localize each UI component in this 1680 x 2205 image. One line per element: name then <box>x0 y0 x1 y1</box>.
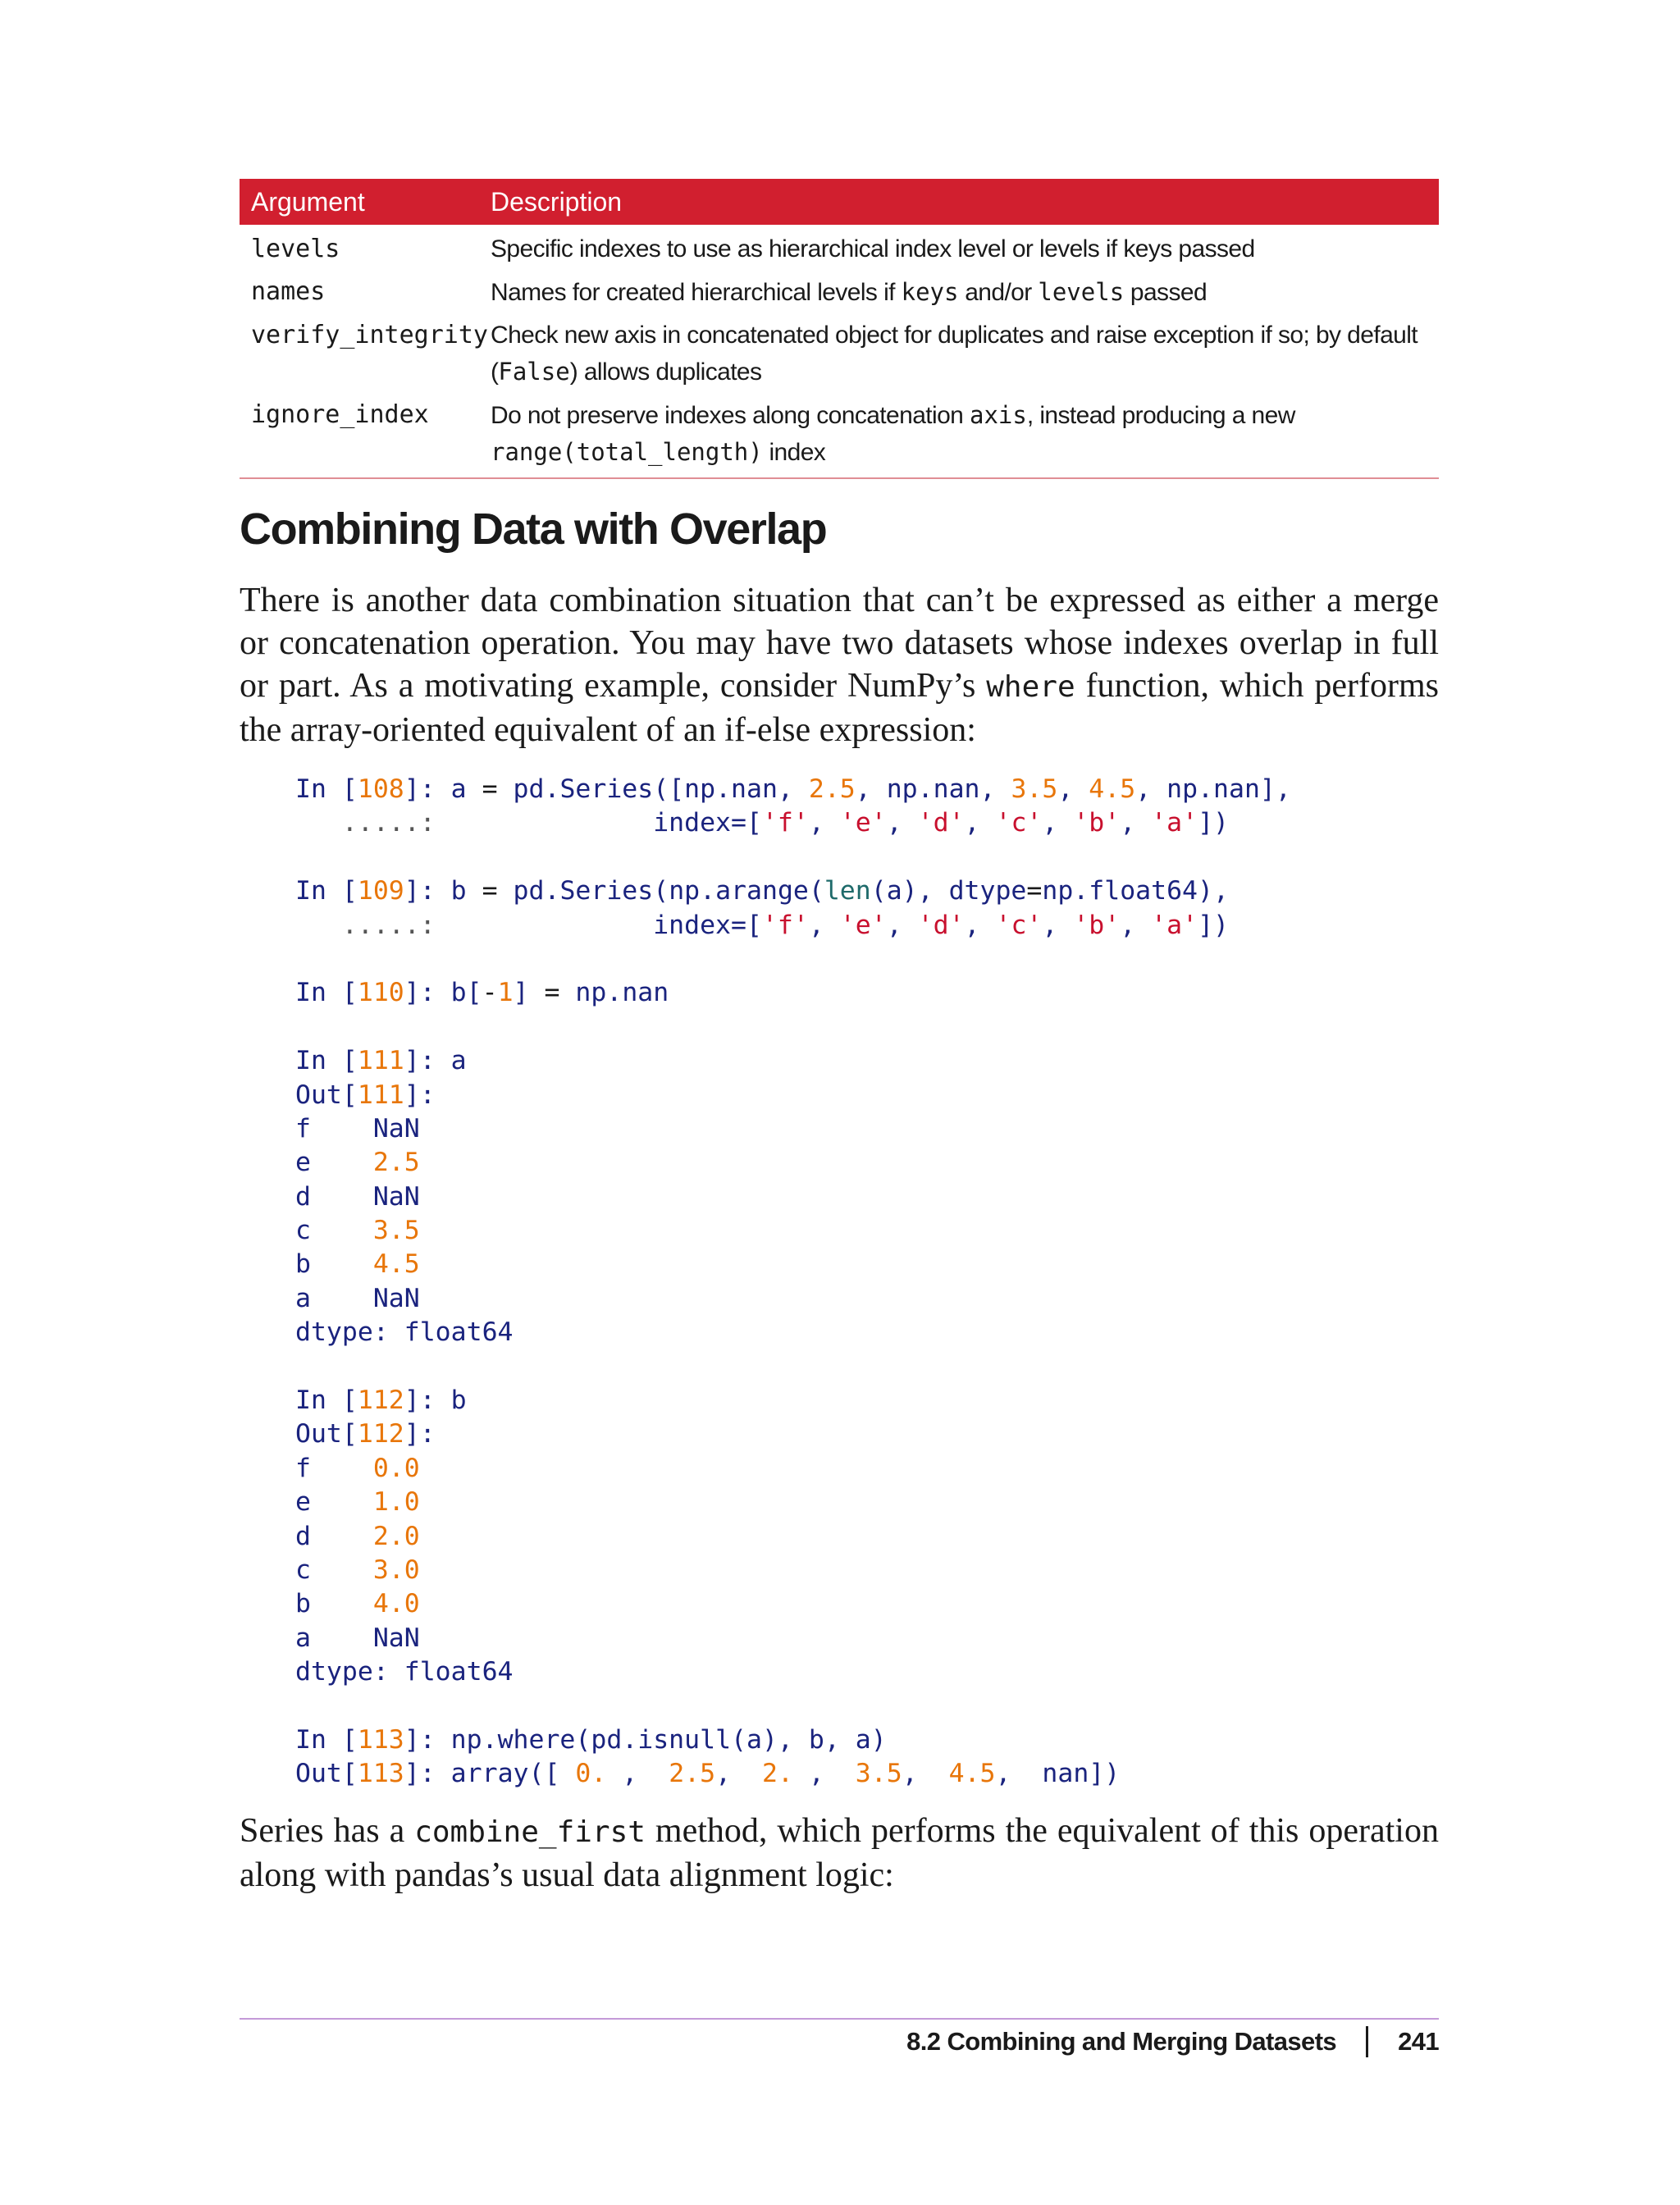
code-token: , <box>715 1759 762 1789</box>
footer-section-title: 8.2 Combining and Merging Datasets <box>906 2027 1337 2056</box>
code-token: , <box>808 808 840 838</box>
paragraph-text: method, which performs the equivalent of this operation along with pandas’s usual data alignment logic: <box>240 1812 1439 1894</box>
footer-separator <box>1366 2026 1368 2057</box>
paragraph-text: function, which performs the array-oriented equivalent of an if-else expression: <box>240 667 1439 749</box>
table-row <box>240 390 1439 471</box>
code-line <box>295 1011 1291 1044</box>
argument-description <box>491 397 1439 471</box>
table-row <box>240 225 1439 267</box>
code-token: array([ <box>450 1759 576 1789</box>
paragraph-code: combine_first <box>414 1815 646 1849</box>
code-line <box>295 1044 1291 1078</box>
code-line <box>295 1554 1291 1587</box>
code-line <box>295 1690 1291 1723</box>
code-token: 'e' <box>839 910 887 940</box>
footer-rule <box>240 2018 1439 2020</box>
paragraph-code: where <box>986 670 1075 704</box>
code-line <box>295 1587 1291 1621</box>
code-token: In [ <box>295 876 358 906</box>
code-token: , <box>964 808 996 838</box>
code-token: 4.0 <box>372 1589 420 1619</box>
code-token: b <box>450 1386 467 1416</box>
code-token: 2.5 <box>372 1148 420 1178</box>
code-token: 'b' <box>1073 808 1121 838</box>
code-line <box>295 943 1291 976</box>
description-text: and/or <box>958 279 1039 306</box>
page-number: 241 <box>1398 2027 1439 2056</box>
code-token: , np.nan, <box>855 774 1011 804</box>
argument-name: verify_integrity <box>251 321 488 349</box>
code-token: , <box>792 1759 856 1789</box>
code-token: ]: <box>404 1724 451 1755</box>
description-text: Names for created hierarchical levels if <box>491 279 902 306</box>
code-token: NaN <box>372 1623 420 1653</box>
code-token: , <box>886 808 918 838</box>
intro-paragraph <box>240 579 1439 751</box>
code-token: Out[ <box>295 1080 358 1110</box>
code-token: index=[ <box>653 808 762 838</box>
code-token: , <box>606 1759 669 1789</box>
code-token: 111 <box>357 1046 404 1076</box>
code-token: , <box>902 1759 949 1789</box>
code-token: ]: <box>404 1759 451 1789</box>
argument-description <box>491 317 1439 390</box>
argument-name: ignore_index <box>251 400 429 429</box>
page-footer <box>906 2026 1439 2057</box>
code-token: NaN <box>372 1181 420 1212</box>
code-token: 112 <box>357 1386 404 1416</box>
code-token: ]) <box>1198 808 1230 838</box>
code-token: NaN <box>372 1113 420 1144</box>
table-header <box>240 179 1439 225</box>
code-token: index=[ <box>653 910 762 940</box>
code-token: Out[ <box>295 1759 358 1789</box>
code-token: 112 <box>357 1419 404 1449</box>
code-line <box>295 976 1291 1010</box>
description-text: index <box>762 439 826 466</box>
code-token: , <box>964 910 996 940</box>
code-token: b <box>450 876 482 906</box>
code-token: np.nan <box>575 978 669 1008</box>
code-line <box>295 1350 1291 1384</box>
description-text: ) allows duplicates <box>569 358 762 386</box>
code-token: In [ <box>295 1386 358 1416</box>
code-line <box>295 1146 1291 1180</box>
code-token: c <box>295 1216 373 1246</box>
code-token: f <box>295 1453 373 1483</box>
code-token: ]) <box>1198 910 1230 940</box>
code-line <box>295 1520 1291 1554</box>
argument-description <box>491 231 1439 267</box>
code-token: 1.0 <box>372 1487 420 1518</box>
code-token: ]: <box>404 1046 451 1076</box>
code-line <box>295 1282 1291 1316</box>
code-token: ] <box>513 978 545 1008</box>
code-line <box>295 1316 1291 1349</box>
header-description: Description <box>491 186 623 217</box>
code-token: b <box>295 1249 373 1280</box>
code-token: 'd' <box>917 808 965 838</box>
description-code: False <box>498 358 570 386</box>
code-token: Out[ <box>295 1419 358 1449</box>
combine-first-paragraph <box>240 1810 1439 1897</box>
code-token: ]: <box>404 978 451 1008</box>
code-token: 109 <box>357 876 404 906</box>
code-token: 113 <box>357 1759 404 1789</box>
code-line <box>295 1452 1291 1486</box>
code-token: 'e' <box>839 808 887 838</box>
code-token: - <box>482 978 498 1008</box>
code-token: , np.nan], <box>1135 774 1291 804</box>
code-token: np.float64), <box>1042 876 1229 906</box>
paragraph-text: There is another data combination situation that can’t be expressed as either a merge or concatenation operation. You may have two datasets whose indexes overlap in full or part. As a motivating example, consider NumPy’s <box>240 582 1439 705</box>
code-token: a <box>295 1283 373 1313</box>
code-token: 113 <box>357 1724 404 1755</box>
code-token: 2.0 <box>372 1521 420 1551</box>
code-token: ]: <box>404 1080 436 1110</box>
argument-description <box>491 274 1439 311</box>
argument-name: names <box>251 277 326 306</box>
header-argument: Argument <box>251 186 365 217</box>
code-token: f <box>295 1113 373 1144</box>
code-line <box>295 1622 1291 1655</box>
code-line <box>295 806 1291 840</box>
code-line <box>295 1248 1291 1281</box>
table-bottom-rule <box>240 477 1439 479</box>
code-token: = <box>482 774 514 804</box>
code-token: 'a' <box>1151 808 1198 838</box>
code-token: b[ <box>450 978 482 1008</box>
code-line <box>295 773 1291 806</box>
code-token: ]: <box>404 1386 451 1416</box>
code-token: In [ <box>295 774 358 804</box>
code-token: ]: <box>404 876 451 906</box>
code-token: In [ <box>295 1724 358 1755</box>
code-token: 3.0 <box>372 1554 420 1585</box>
table-body <box>240 225 1439 471</box>
code-token: d <box>295 1181 373 1212</box>
code-token: dtype: float64 <box>295 1317 514 1348</box>
code-token: 'b' <box>1073 910 1121 940</box>
table-row <box>240 267 1439 311</box>
code-token: 2.5 <box>669 1759 716 1789</box>
paragraph-text: Series has a <box>240 1812 415 1850</box>
code-token: 4.5 <box>372 1249 420 1280</box>
description-code: keys <box>901 278 959 306</box>
code-token: 3.5 <box>855 1759 902 1789</box>
code-token: , <box>1120 910 1152 940</box>
code-token: b <box>295 1589 373 1619</box>
code-token: a <box>450 1046 467 1076</box>
code-line <box>295 1214 1291 1248</box>
description-code: range(total_length) <box>491 438 763 466</box>
code-token: 0.0 <box>372 1453 420 1483</box>
code-token: In [ <box>295 978 358 1008</box>
code-line <box>295 1757 1291 1791</box>
code-token: , <box>1120 808 1152 838</box>
code-token: 'd' <box>917 910 965 940</box>
code-token: , <box>1042 808 1074 838</box>
code-token: = <box>1026 876 1043 906</box>
code-token: 1 <box>497 978 514 1008</box>
code-token: , nan]) <box>995 1759 1121 1789</box>
code-token: 3.5 <box>372 1216 420 1246</box>
code-line <box>295 874 1291 908</box>
code-token: .....: <box>295 808 654 838</box>
code-token: (a), dtype <box>870 876 1027 906</box>
code-token: 3.5 <box>1011 774 1058 804</box>
code-token: 111 <box>357 1080 404 1110</box>
code-token: ]: <box>404 1419 436 1449</box>
code-line <box>295 1655 1291 1689</box>
description-code: levels <box>1038 278 1125 306</box>
code-token: 4.5 <box>948 1759 996 1789</box>
description-text: passed <box>1124 279 1208 306</box>
description-text: Specific indexes to use as hierarchical index level or levels if keys passed <box>491 235 1255 262</box>
description-text: Do not preserve indexes along concatenation <box>491 402 970 429</box>
code-token: dtype: float64 <box>295 1657 514 1687</box>
code-token: 'c' <box>995 910 1043 940</box>
description-text: , instead producing a new <box>1026 402 1295 429</box>
code-token: 2. <box>762 1759 793 1789</box>
code-token: 'f' <box>761 910 809 940</box>
code-token: len <box>824 876 871 906</box>
code-line <box>295 1384 1291 1418</box>
code-token: = <box>482 876 514 906</box>
code-token: pd.Series([np.nan, <box>513 774 809 804</box>
code-token: In [ <box>295 1046 358 1076</box>
code-token: , <box>886 910 918 940</box>
arguments-table <box>240 179 1439 479</box>
code-token: 'c' <box>995 808 1043 838</box>
code-line <box>295 909 1291 943</box>
code-line <box>295 1486 1291 1519</box>
code-token: pd.Series(np.arange( <box>513 876 824 906</box>
code-line <box>295 1723 1291 1757</box>
code-line <box>295 1418 1291 1451</box>
code-token: , <box>1042 910 1074 940</box>
code-token: np.where(pd.isnull(a), b, a) <box>450 1724 887 1755</box>
code-token: , <box>808 910 840 940</box>
code-token: 0. <box>575 1759 607 1789</box>
code-token: c <box>295 1554 373 1585</box>
code-token: NaN <box>372 1283 420 1313</box>
code-listing <box>295 773 1291 1792</box>
code-token: 4.5 <box>1089 774 1136 804</box>
code-token: 2.5 <box>808 774 856 804</box>
description-text: Check new axis in concatenated object for duplicates and raise exception if so; by default ( <box>491 322 1418 386</box>
code-token: 'f' <box>761 808 809 838</box>
code-token: ]: <box>404 774 451 804</box>
code-token: , <box>1057 774 1089 804</box>
code-token: 110 <box>357 978 404 1008</box>
table-row <box>240 311 1439 390</box>
code-line <box>295 1079 1291 1112</box>
code-token: 'a' <box>1151 910 1198 940</box>
code-line <box>295 841 1291 874</box>
description-code: axis <box>970 401 1027 429</box>
code-token: .....: <box>295 910 654 940</box>
code-token: a <box>295 1623 373 1653</box>
code-token: a <box>450 774 482 804</box>
section-title: Combining Data with Overlap <box>240 504 827 554</box>
code-token: d <box>295 1521 373 1551</box>
code-token: e <box>295 1487 373 1518</box>
code-token: e <box>295 1148 373 1178</box>
code-line <box>295 1112 1291 1146</box>
argument-name: levels <box>251 235 340 263</box>
code-token: 108 <box>357 774 404 804</box>
code-token: = <box>544 978 576 1008</box>
code-line <box>295 1180 1291 1214</box>
